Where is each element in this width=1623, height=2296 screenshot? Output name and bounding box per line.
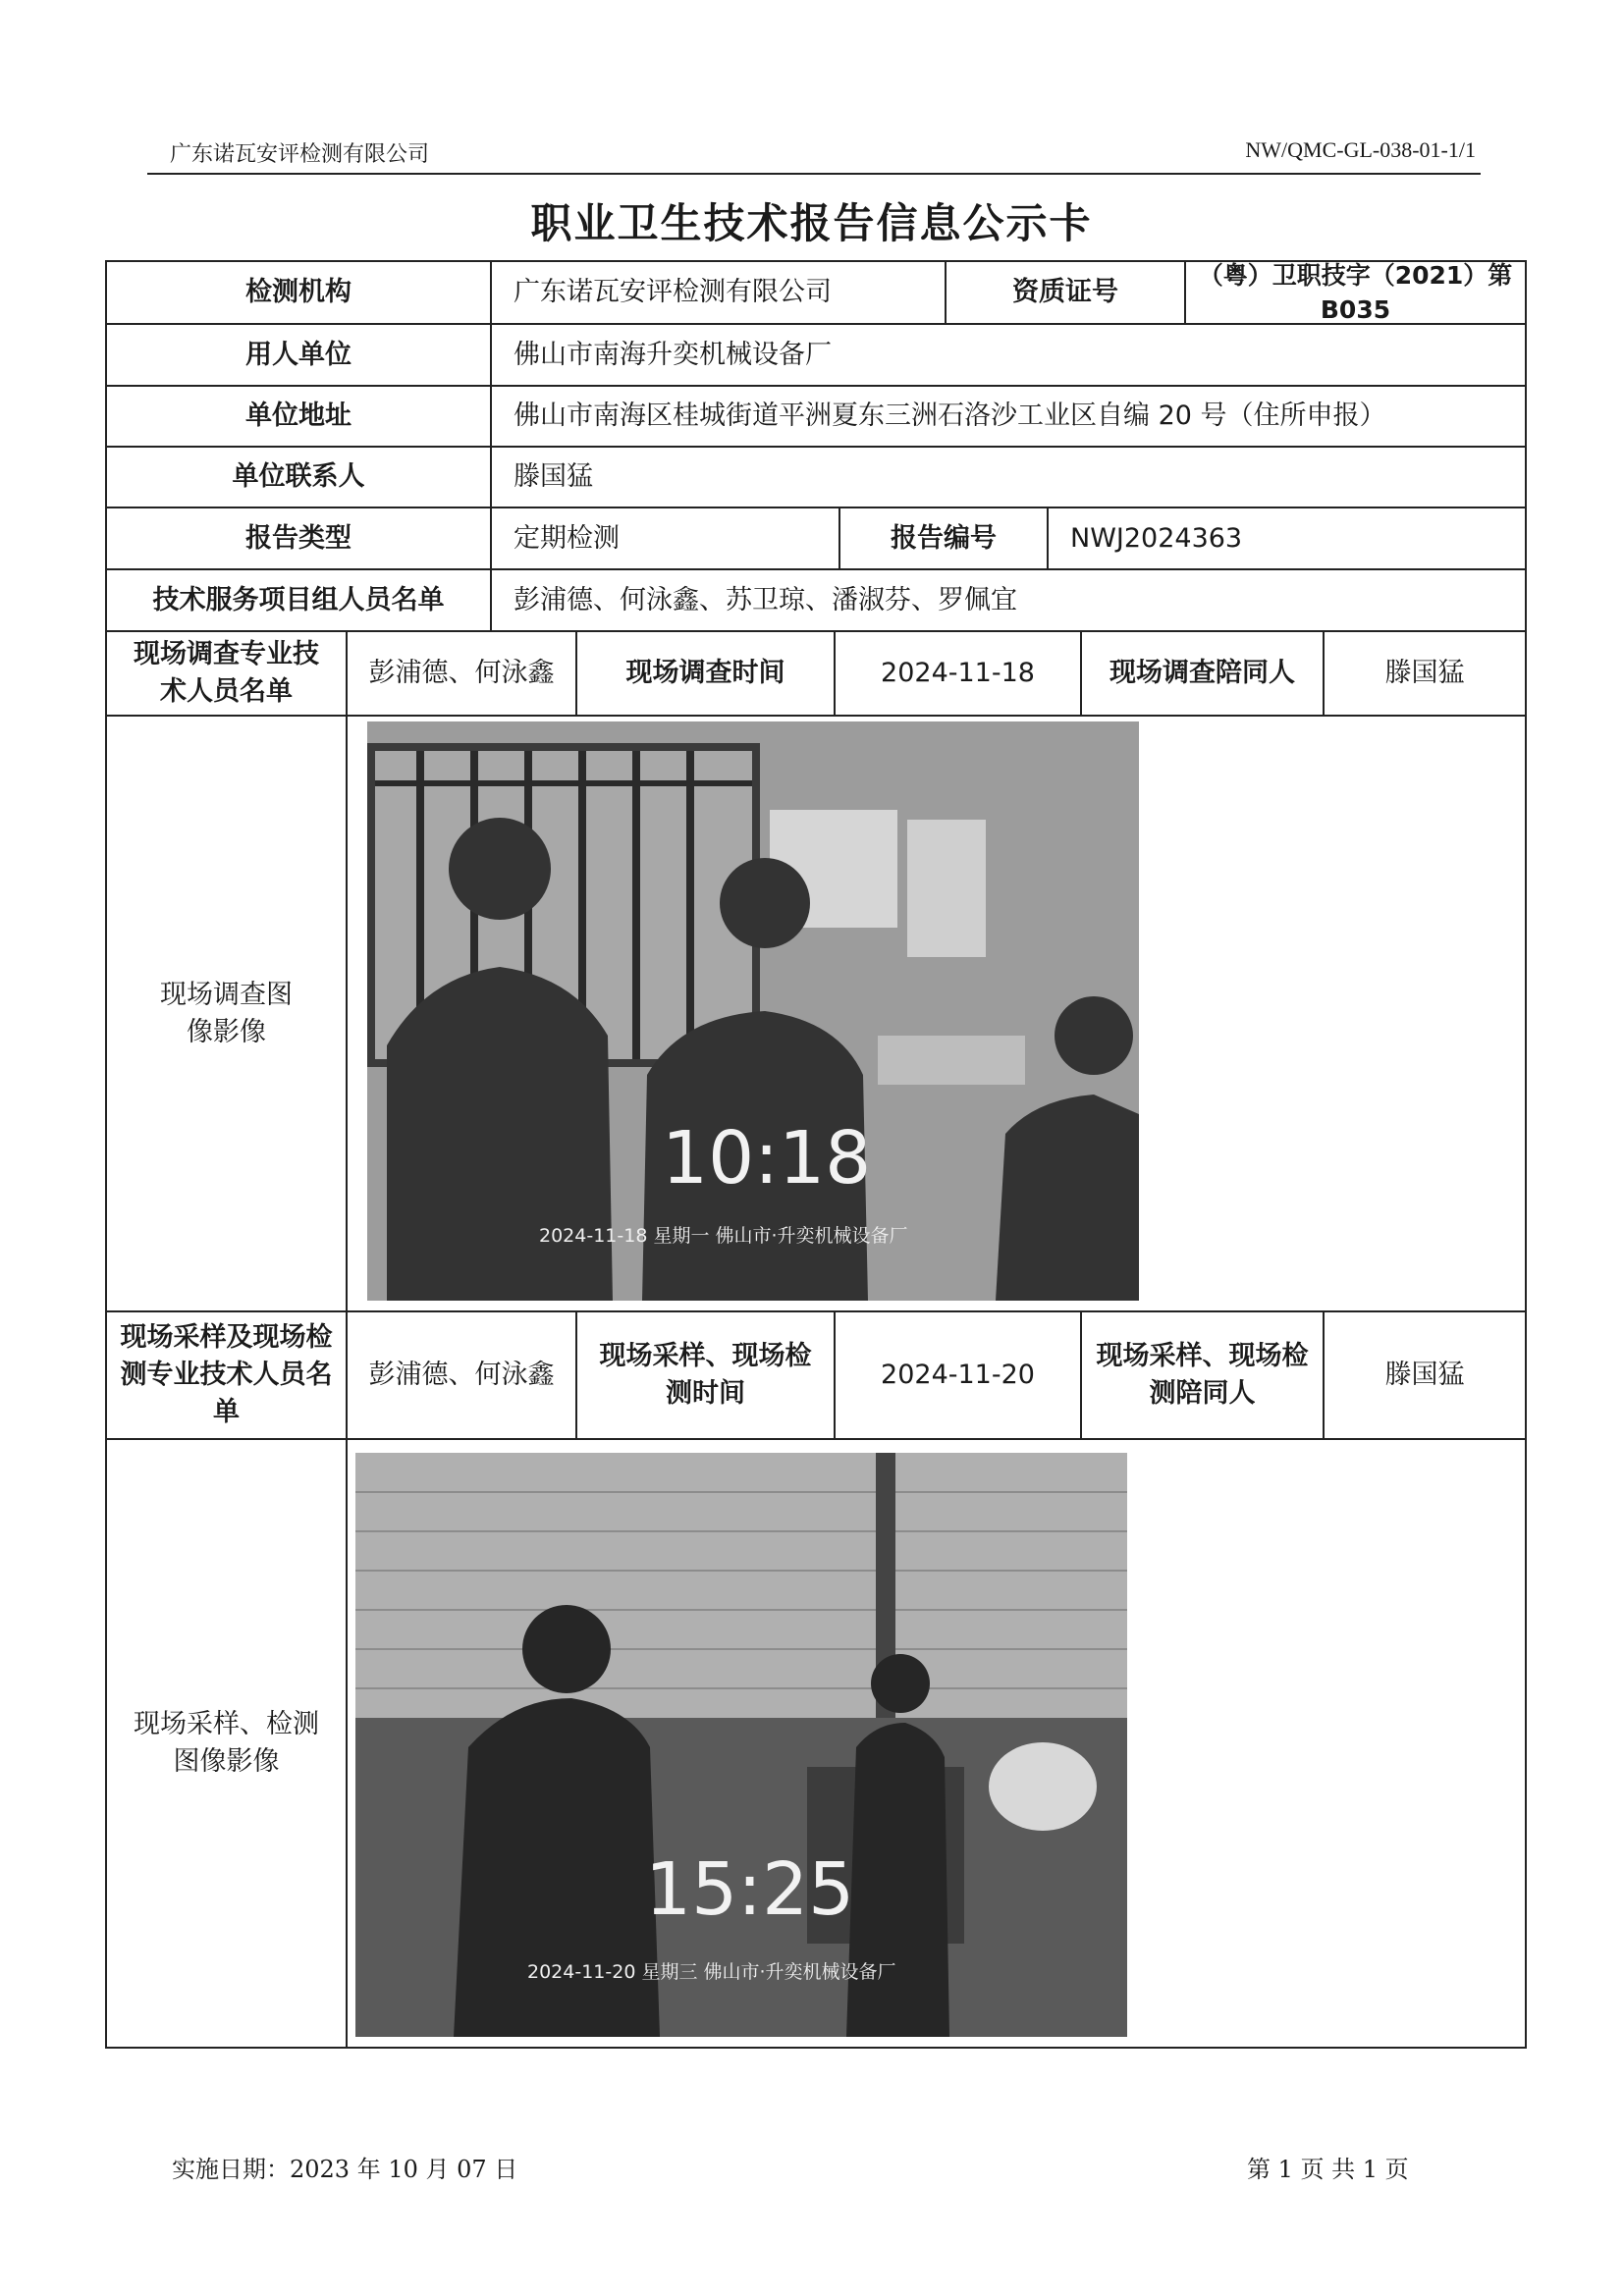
- header-divider: [147, 173, 1481, 175]
- page-title: 职业卫生技术报告信息公示卡: [530, 199, 1093, 247]
- agency-label: 检测机构: [105, 260, 492, 325]
- team-value: 彭浦德、何泳鑫、苏卫琼、潘淑芬、罗佩宜: [490, 568, 1527, 632]
- report-no-label: 报告编号: [839, 507, 1049, 570]
- survey-staff-value: 彭浦德、何泳鑫: [346, 630, 577, 717]
- survey-escort-label: 现场调查陪同人: [1080, 630, 1325, 717]
- survey-image-label: 现场调查图像影像: [105, 715, 348, 1312]
- survey-escort-value: 滕国猛: [1323, 630, 1527, 717]
- sample-image-label: 现场采样、检测图像影像: [105, 1438, 348, 2049]
- header-company: 广东诺瓦安评检测有限公司: [170, 142, 430, 167]
- sample-staff-value: 彭浦德、何泳鑫: [346, 1310, 577, 1440]
- survey-staff-label: 现场调查专业技术人员名单: [105, 630, 348, 717]
- team-label: 技术服务项目组人员名单: [105, 568, 492, 632]
- sample-escort-value: 滕国猛: [1323, 1310, 1527, 1440]
- report-type-value: 定期检测: [490, 507, 840, 570]
- survey-time-value: 2024-11-18: [834, 630, 1082, 717]
- sampling-photo-graphic: [355, 1453, 1127, 2037]
- employer-label: 用人单位: [105, 323, 492, 387]
- report-type-label: 报告类型: [105, 507, 492, 570]
- sampling-photo: [355, 1453, 1127, 2037]
- report-no-value: NWJ2024363: [1047, 507, 1527, 570]
- sampling-photo-caption: 2024-11-20 星期三 佛山市·升奕机械设备厂: [527, 1961, 896, 1983]
- contact-label: 单位联系人: [105, 446, 492, 508]
- survey-photo-time: 10:18: [662, 1116, 872, 1201]
- footer-page-number: 第 1 页 共 1 页: [1247, 2156, 1409, 2183]
- agency-value: 广东诺瓦安评检测有限公司: [490, 260, 947, 325]
- employer-value: 佛山市南海升奕机械设备厂: [490, 323, 1527, 387]
- qual-value: （粤）卫职技字（2021）第 B035: [1184, 260, 1527, 325]
- survey-photo: [367, 721, 1139, 1301]
- sample-escort-label: 现场采样、现场检测陪同人: [1080, 1310, 1325, 1440]
- sample-time-label: 现场采样、现场检测时间: [575, 1310, 836, 1440]
- header-doc-code: NW/QMC-GL-038-01-1/1: [1245, 137, 1476, 162]
- sample-time-value: 2024-11-20: [834, 1310, 1082, 1440]
- survey-time-label: 现场调查时间: [575, 630, 836, 717]
- sample-staff-label: 现场采样及现场检测专业技术人员名单: [105, 1310, 348, 1440]
- address-label: 单位地址: [105, 385, 492, 448]
- survey-photo-graphic: [367, 721, 1139, 1301]
- qual-label: 资质证号: [945, 260, 1186, 325]
- footer-effective-date: 实施日期：2023 年 10 月 07 日: [172, 2156, 518, 2183]
- sampling-photo-time: 15:25: [645, 1847, 855, 1932]
- address-value: 佛山市南海区桂城街道平洲夏东三洲石洛沙工业区自编 20 号（住所申报）: [490, 385, 1527, 448]
- survey-photo-caption: 2024-11-18 星期一 佛山市·升奕机械设备厂: [539, 1225, 908, 1247]
- contact-value: 滕国猛: [490, 446, 1527, 508]
